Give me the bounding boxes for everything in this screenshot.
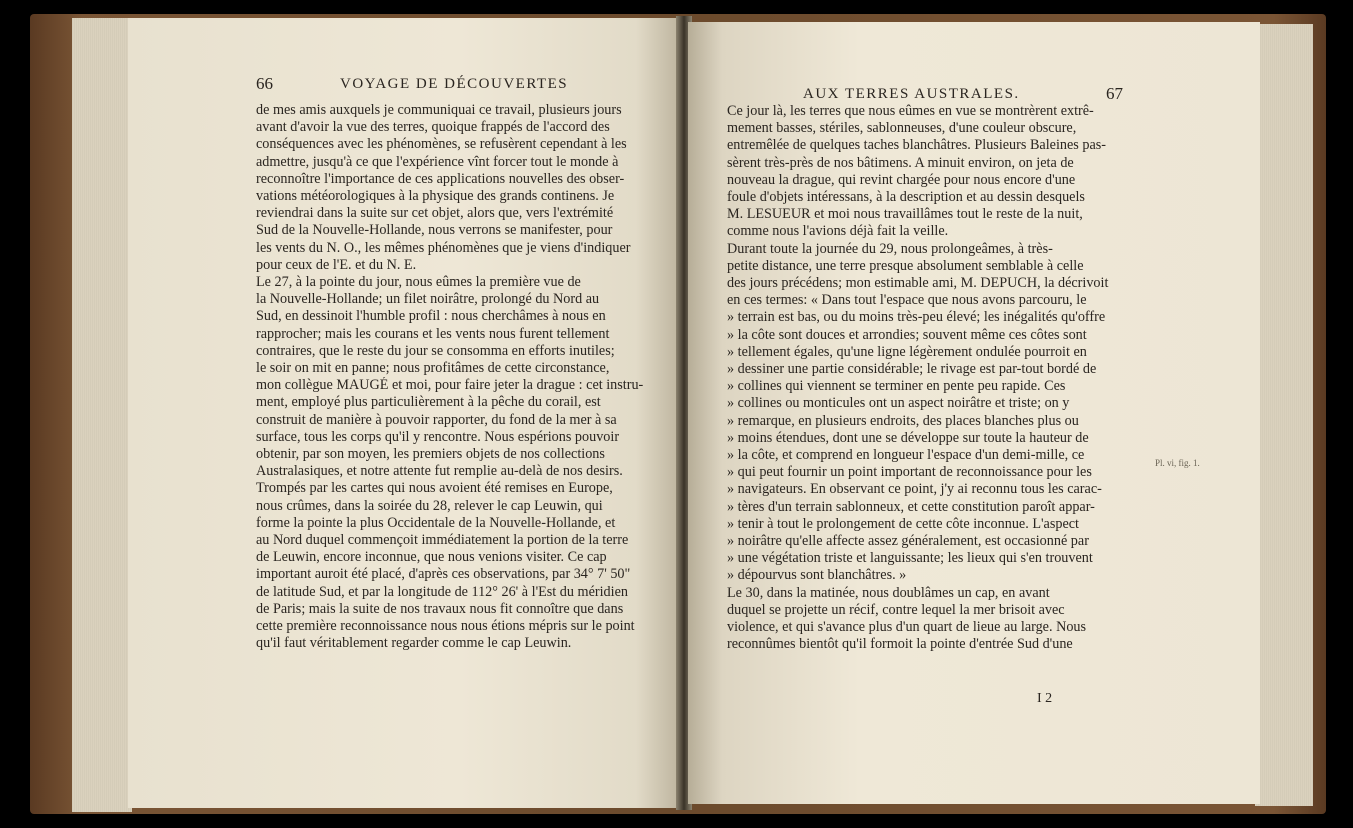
text-line: nous crûmes, dans la soirée du 28, relever le cap Leuwin, qui [256,497,603,514]
text-line: comme nous l'avions déjà fait la veille. [727,223,949,240]
left-body-text [256,102,656,653]
text-line: conséquences avec les phénomènes, se refusèrent cependant à les [256,136,627,153]
text-line: » tères d'un terrain sablonneux, et cette constitution paroît appar- [727,498,1095,515]
text-line: violence, et qui s'avance plus d'un quart de lieue au large. Nous [727,619,1087,636]
text-line: » dessiner une partie considérable; le rivage est par-tout bordé de [727,361,1097,378]
text-line: reconnûmes bientôt qu'il formoit la pointe d'entrée Sud d'une [727,636,1073,653]
text-line: surface, tous les corps qu'il y rencontre. Nous espérions pouvoir [256,428,620,445]
text-line: entremêlée de quelques taches blanchâtres. Plusieurs Baleines pas- [727,137,1106,154]
page-edges-right [1255,24,1313,806]
text-line: nouveau la drague, qui revint chargée pour nous encore d'une [727,171,1076,188]
text-line: des jours précédens; mon estimable ami, M. DEPUCH, la décrivoit [727,275,1109,292]
right-page-number: 67 [1106,84,1123,103]
text-line: » la côte sont douces et arrondies; souvent même ces côtes sont [727,326,1087,343]
text-line: petite distance, une terre presque absolument semblable à celle [727,257,1084,274]
text-line: » dépourvus sont blanchâtres. » [727,567,907,584]
text-line: sèrent très-près de nos bâtimens. A minuit environ, on jeta de [727,154,1074,171]
text-line: ment, employé plus particulièrement à la pêche du corail, est [256,394,601,411]
text-line: foule d'objets intéressans, à la description et au dessin desquels [727,189,1085,206]
text-line: reconnoître l'importance de ces applications nouvelles des obser- [256,170,625,187]
page-edges-left [72,18,132,812]
text-line: la Nouvelle-Hollande; un filet noirâtre, prolongé du Nord au [256,291,600,308]
left-page-number: 66 [256,74,273,93]
text-line: » remarque, en plusieurs endroits, des places blanches plus ou [727,412,1079,429]
text-line: de latitude Sud, et par la longitude de 112° 26' à l'Est du méridien [256,583,628,600]
text-line: Ce jour là, les terres que nous eûmes en vue se montrèrent extrê- [727,103,1094,119]
text-line: » moins étendues, dont une se développe sur toute la hauteur de [727,429,1089,446]
text-line: Durant toute la journée du 29, nous prolongeâmes, à très- [727,240,1053,257]
text-line: cette première reconnoissance nous nous étions mépris sur le point [256,618,635,635]
text-line: Le 30, dans la matinée, nous doublâmes un cap, en avant [727,584,1050,601]
text-line: » la côte, et comprend en longueur l'espace d'un demi-mille, ce [727,447,1085,464]
text-line: » qui peut fournir un point important de reconnoissance pour les [727,464,1092,481]
text-line: pour ceux de l'E. et du N. E. [256,256,417,273]
text-line: » noirâtre qu'elle affecte assez généralement, est occasionné par [727,533,1089,550]
text-line: » collines ou monticules ont un aspect noirâtre et triste; on y [727,395,1070,412]
text-line: les vents du N. O., les mêmes phénomènes que je viens d'indiquer [256,239,631,256]
right-page [688,22,1260,804]
text-line: forme la pointe la plus Occidentale de la Nouvelle-Hollande, et [256,514,616,531]
text-line: admettre, jusqu'à ce que l'expérience vînt forcer tout le monde à [256,153,619,170]
text-line: duquel se projette un récif, contre lequel la mer brisoit avec [727,601,1065,618]
text-line: le soir on mit en panne; nous profitâmes de cette circonstance, [256,360,610,377]
text-line: obtenir, par son moyen, les premiers objets de nos collections [256,446,605,463]
text-line: en ces termes: « Dans tout l'espace que nous avons parcouru, le [727,292,1087,309]
text-line: » terrain est bas, ou du moins très-peu élevé; les inégalités qu'offre [727,309,1106,326]
text-line: rapprocher; mais les courans et les vents nous furent tellement [256,325,610,342]
text-line: contraires, que le reste du jour se consomma en efforts inutiles; [256,342,615,359]
text-line: » collines qui viennent se terminer en pente peu rapide. Ces [727,378,1066,395]
text-line: vations météorologiques à la physique des grands continens. Je [256,188,615,205]
left-running-head: VOYAGE DE DÉCOUVERTES [340,76,569,92]
text-line: de Leuwin, encore inconnue, que nous venions visiter. Ce cap [256,549,607,566]
left-page [128,18,680,808]
text-line: qu'il faut véritablement regarder comme le cap Leuwin. [256,635,572,652]
text-line: » une végétation triste et languissante; les lieux qui s'en trouvent [727,550,1093,567]
text-line: » tellement égales, qu'une ligne légèrement ondulée pourroit en [727,343,1087,360]
text-line: de mes amis auxquels je communiquai ce travail, plusieurs jours [256,102,622,118]
text-line: Trompés par les cartes qui nous avoient été remises en Europe, [256,480,613,497]
text-line: reviendrai dans la suite sur cet objet, alors que, vers l'extrémité [256,205,614,222]
signature-mark: I 2 [1037,691,1053,706]
text-line: Le 27, à la pointe du jour, nous eûmes la première vue de [256,274,581,291]
text-line: mon collègue MAUGÉ et moi, pour faire jeter la drague : cet instru- [256,377,644,394]
text-line: important auroit été placé, d'après ces observations, par 34° 7' 50" [256,566,631,583]
text-line: Sud de la Nouvelle-Hollande, nous verrons se manifester, pour [256,222,613,239]
right-running-head: AUX TERRES AUSTRALES. [803,86,1020,102]
text-line: » tenir à tout le prolongement de cette côte inconnue. L'aspect [727,515,1079,532]
right-body-text [727,103,1129,654]
text-line: au Nord duquel commençoit immédiatement la portion de la terre [256,532,629,549]
text-line: » navigateurs. En observant ce point, j'y ai reconnu tous les carac- [727,481,1102,498]
text-line: de Paris; mais la suite de nos travaux nous fit connoître que dans [256,600,624,617]
text-line: M. LESUEUR et moi nous travaillâmes tout le reste de la nuit, [727,206,1083,223]
text-line: mement basses, stériles, sablonneuses, d'une couleur obscure, [727,120,1077,137]
margin-note: Pl. vi, fig. 1. [1155,458,1200,468]
text-line: avant d'avoir la vue des terres, quoique frappés de l'accord des [256,119,610,136]
text-line: Sud, en dessinoit l'humble profil : nous cherchâmes à nous en [256,308,606,325]
text-line: construit de manière à pouvoir rapporter, du fond de la mer à sa [256,411,617,428]
text-line: Australasiques, et notre attente fut remplie au-delà de nos desirs. [256,463,623,480]
